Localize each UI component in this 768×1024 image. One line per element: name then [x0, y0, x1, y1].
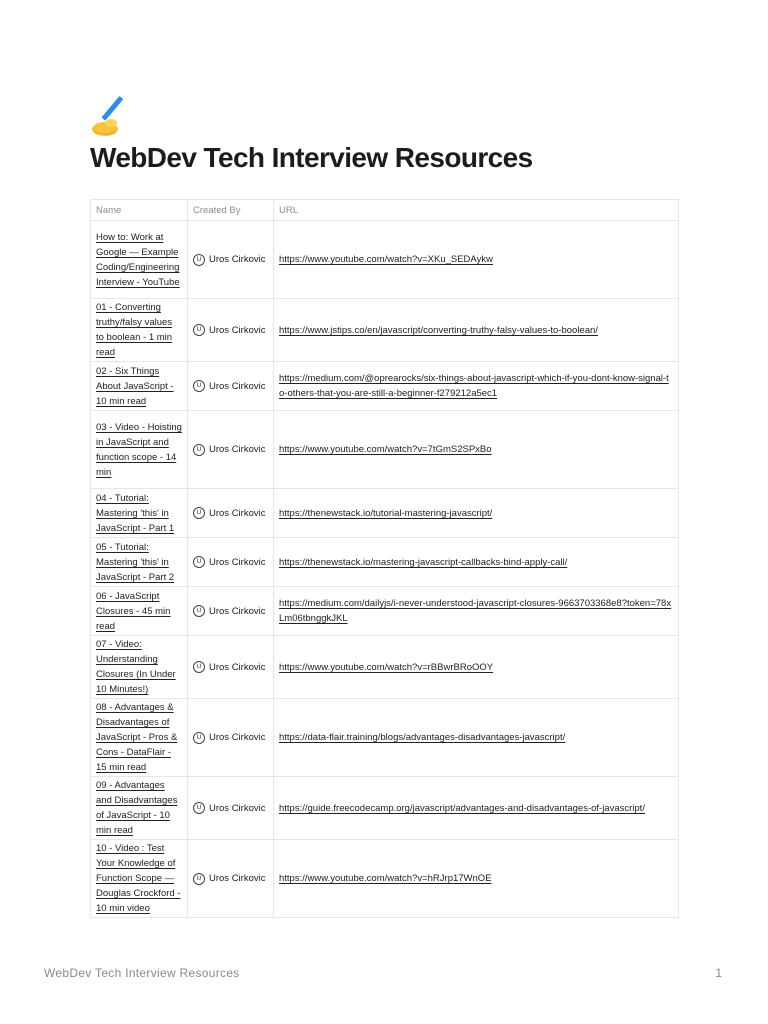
row-url-link[interactable]: https://www.jstips.co/en/javascript/converting-truthy-falsy-values-to-boolean/ [279, 324, 598, 336]
row-url-link[interactable]: https://medium.com/@oprearocks/six-things-about-javascript-which-if-you-dont-know-signal-to-others-that-you-are-still-a-beginner-f279212a5ec1 [279, 373, 669, 399]
row-name-cell [91, 221, 188, 299]
row-created-by-cell [188, 538, 274, 587]
row-url-cell [274, 299, 679, 362]
row-url-link[interactable]: https://www.youtube.com/watch?v=XKu_SEDAykw [279, 254, 493, 265]
person-tag [193, 506, 268, 521]
table-row [91, 411, 679, 489]
row-url-cell [274, 362, 679, 411]
table-row [91, 538, 679, 587]
row-name-cell [91, 411, 188, 489]
table-row [91, 489, 679, 538]
person-tag [193, 730, 268, 745]
row-url-link[interactable]: https://www.youtube.com/watch?v=rBBwrBRoOOY [279, 661, 494, 673]
person-tag [193, 801, 268, 816]
created-by-name: Uros Cirkovic [209, 661, 266, 673]
row-name-link[interactable]: How to: Work at Google — Example Coding/Engineering Interview - YouTube [96, 231, 180, 288]
row-name-link[interactable]: 10 - Video : Test Your Knowledge of Function Scope — Douglas Crockford - 10 min video [96, 843, 181, 914]
row-name-cell [91, 636, 188, 699]
person-tag [193, 442, 268, 457]
created-by-name: Uros Cirkovic [209, 444, 266, 455]
row-name-cell [91, 587, 188, 636]
row-name-link[interactable]: 01 - Converting truthy/falsy values to boolean - 1 min read [96, 302, 173, 358]
row-name-link[interactable]: 04 - Tutorial: Mastering 'this' in JavaScript - Part 1 [96, 492, 175, 534]
row-created-by-cell [188, 489, 274, 538]
row-url-link[interactable]: https://www.youtube.com/watch?v=hRJrp17WnOE [279, 873, 492, 884]
row-url-cell [274, 411, 679, 489]
person-tag [193, 555, 268, 570]
row-created-by-cell [188, 840, 274, 918]
person-tag [193, 323, 268, 338]
row-url-cell [274, 538, 679, 587]
row-created-by-cell [188, 362, 274, 411]
created-by-name: Uros Cirkovic [209, 324, 266, 336]
row-url-cell [274, 587, 679, 636]
created-by-name: Uros Cirkovic [209, 605, 266, 617]
row-url-cell [274, 221, 679, 299]
resources-table [90, 199, 679, 918]
created-by-name: Uros Cirkovic [209, 507, 266, 519]
row-name-cell [91, 699, 188, 777]
row-name-link[interactable]: 09 - Advantages and Disadvantages of JavaScript - 10 min read [96, 780, 178, 836]
page-number: 1 [715, 966, 722, 980]
row-created-by-cell [188, 411, 274, 489]
avatar: U [193, 732, 205, 744]
created-by-name: Uros Cirkovic [209, 802, 266, 814]
table-row [91, 299, 679, 362]
created-by-name: Uros Cirkovic [209, 380, 266, 392]
avatar: U [193, 380, 205, 392]
table-row [91, 699, 679, 777]
writing-hand-icon [90, 96, 134, 140]
person-tag [193, 604, 268, 619]
person-tag [193, 660, 268, 675]
row-url-cell [274, 777, 679, 840]
column-header-name[interactable]: Name [91, 200, 188, 221]
avatar: U [193, 873, 205, 885]
row-created-by-cell [188, 587, 274, 636]
footer-title: WebDev Tech Interview Resources [44, 966, 240, 980]
created-by-name: Uros Cirkovic [209, 732, 266, 743]
avatar: U [193, 254, 205, 266]
avatar: U [193, 507, 205, 519]
created-by-name: Uros Cirkovic [209, 556, 266, 568]
row-url-cell [274, 489, 679, 538]
column-header-url[interactable]: URL [274, 200, 679, 221]
avatar: U [193, 802, 205, 814]
row-name-cell [91, 299, 188, 362]
row-name-cell [91, 538, 188, 587]
row-url-cell [274, 699, 679, 777]
page-title: WebDev Tech Interview Resources [90, 142, 533, 173]
row-url-link[interactable]: https://www.youtube.com/watch?v=7tGmS2SPxBo [279, 444, 492, 455]
row-name-cell [91, 362, 188, 411]
avatar: U [193, 324, 205, 336]
row-name-link[interactable]: 06 - JavaScript Closures - 45 min read [96, 590, 171, 632]
row-url-link[interactable]: https://data-flair.training/blogs/advantages-disadvantages-javascript/ [279, 732, 566, 743]
row-name-link[interactable]: 02 - Six Things About JavaScript - 10 min read [96, 365, 174, 407]
row-created-by-cell [188, 221, 274, 299]
row-created-by-cell [188, 299, 274, 362]
row-url-link[interactable]: https://thenewstack.io/mastering-javascript-callbacks-bind-apply-call/ [279, 556, 568, 568]
row-name-link[interactable]: 08 - Advantages & Disadvantages of JavaScript - Pros & Cons - DataFlair - 15 min read [96, 702, 178, 773]
row-name-cell [91, 840, 188, 918]
created-by-name: Uros Cirkovic [209, 254, 266, 265]
row-url-cell [274, 840, 679, 918]
row-name-link[interactable]: 07 - Video: Understanding Closures (In Under 10 Minutes!) [96, 639, 176, 695]
row-created-by-cell [188, 636, 274, 699]
row-url-link[interactable]: https://guide.freecodecamp.org/javascript/advantages-and-disadvantages-of-javascript/ [279, 802, 645, 814]
created-by-name: Uros Cirkovic [209, 873, 266, 884]
table-row [91, 587, 679, 636]
person-tag [193, 252, 268, 267]
table-header-row [91, 200, 679, 221]
avatar: U [193, 605, 205, 617]
row-name-link[interactable]: 03 - Video - Hoisting in JavaScript and function scope - 14 min [96, 421, 182, 478]
table-row [91, 777, 679, 840]
row-name-link[interactable]: 05 - Tutorial: Mastering 'this' in JavaScript - Part 2 [96, 541, 175, 583]
avatar: U [193, 661, 205, 673]
row-name-cell [91, 489, 188, 538]
avatar: U [193, 556, 205, 568]
table-row [91, 362, 679, 411]
row-created-by-cell [188, 699, 274, 777]
person-tag [193, 871, 268, 886]
row-url-cell [274, 636, 679, 699]
avatar: U [193, 444, 205, 456]
table-row [91, 840, 679, 918]
person-tag [193, 379, 268, 394]
row-url-link[interactable]: https://medium.com/dailyjs/i-never-understood-javascript-closures-9663703368e8?token=78xLm06tbnggkJKL [279, 598, 672, 624]
row-name-cell [91, 777, 188, 840]
row-created-by-cell [188, 777, 274, 840]
table-row [91, 636, 679, 699]
table-row [91, 221, 679, 299]
column-header-created-by[interactable]: Created By [188, 200, 274, 221]
row-url-link[interactable]: https://thenewstack.io/tutorial-mastering-javascript/ [279, 507, 493, 519]
